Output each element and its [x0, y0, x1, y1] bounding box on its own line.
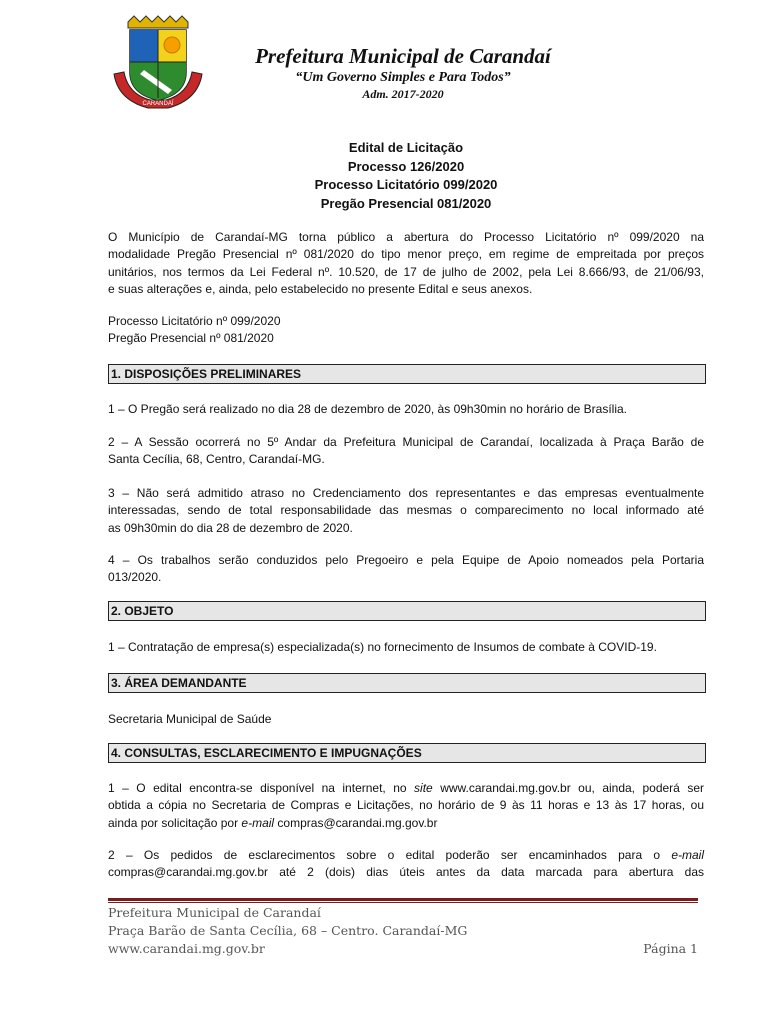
footer-divider-thin [108, 902, 698, 903]
text-line: 1 – Contratação de empresa(s) especializada(s) no fornecimento de Insumos de combate à COVID-19. [108, 640, 657, 654]
section-heading-disposicoes: 1. DISPOSIÇÕES PRELIMINARES [108, 364, 706, 384]
section-heading-objeto: 2. OBJETO [108, 601, 706, 621]
text-line: 2 – Os pedidos de esclarecimentos sobre o edital poderão ser encaminhados para o e-mail [108, 848, 704, 862]
text-line: 1 – O Pregão será realizado no dia 28 de dezembro de 2020, às 09h30min no horário de Brasília. [108, 402, 627, 416]
process-references [108, 313, 704, 348]
ref-pregao-presencial: Pregão Presencial nº 081/2020 [108, 331, 274, 346]
section-1-item-3 [108, 485, 704, 537]
footer-website: www.carandai.mg.gov.br [108, 941, 265, 956]
text-line: ainda por solicitação por e-mail compras@carandai.mg.gov.br [108, 815, 438, 830]
text-line: unitários, nos termos da Lei Federal nº. 10.520, de 17 de julho de 2002, pela Lei 8.666/93, de 21/06/93, [108, 264, 704, 279]
text-line: 013/2020. [108, 570, 162, 585]
section-1-item-2 [108, 434, 704, 469]
footer-address: Praça Barão de Santa Cecília, 68 – Centro. Carandaí-MG [108, 923, 468, 938]
section-2-item-1 [108, 639, 704, 656]
text-line: as 09h30min do dia 28 de dezembro de 2020. [108, 520, 353, 535]
ref-processo-licitatorio: Processo Licitatório nº 099/2020 [108, 314, 281, 328]
section-3-item-1 [108, 711, 704, 728]
section-heading-consultas: 4. CONSULTAS, ESCLARECIMENTO E IMPUGNAÇÕES [108, 743, 706, 763]
text-line: 1 – O edital encontra-se disponível na internet, no site www.carandai.mg.gov.br ou, ainda, poderá ser [108, 781, 704, 795]
footer-organization: Prefeitura Municipal de Carandaí [108, 905, 321, 920]
text-line: e suas alterações e, ainda, pelo estabelecido no presente Edital e seus anexos. [108, 281, 533, 296]
header-slogan: “Um Governo Simples e Para Todos” [295, 70, 511, 85]
text-line: Santa Cecília, 68, Centro, Carandaí-MG. [108, 452, 325, 467]
section-4-item-1 [108, 780, 704, 832]
section-4-item-2 [108, 847, 704, 882]
text-line: obtida a cópia no Secretaria de Compras e Licitações, no horário de 9 às 11 horas e 13 às 17 horas, ou [108, 798, 704, 813]
header-title: Prefeitura Municipal de Carandaí [255, 44, 551, 68]
section-1-item-1 [108, 401, 704, 418]
footer-divider [108, 898, 698, 901]
municipal-crest-logo [104, 12, 212, 112]
intro-paragraph [108, 229, 704, 298]
text-line: compras@carandai.mg.gov.br até 2 (dois) dias úteis antes da data marcada para abertura das [108, 865, 704, 880]
text-line: modalidade Pregão Presencial nº 081/2020 do tipo menor preço, em regime de empreitada por preços [108, 247, 704, 262]
title-processo-licitatorio: Processo Licitatório 099/2020 [314, 177, 498, 192]
text-line: interessadas, sendo de total responsabilidade das mesmas o comparecimento no local informado até [108, 503, 704, 518]
page-footer [108, 904, 698, 958]
text-line: 2 – A Sessão ocorrerá no 5º Andar da Prefeitura Municipal de Carandaí, localizada à Praça Barão de [108, 435, 704, 449]
title-processo: Processo 126/2020 [347, 158, 465, 174]
text-line: Secretaria Municipal de Saúde [108, 712, 272, 726]
header-administration: Adm. 2017-2020 [362, 87, 444, 101]
section-heading-area-demandante: 3. ÁREA DEMANDANTE [108, 673, 706, 693]
section-1-item-4 [108, 552, 704, 587]
page-number: Página 1 [643, 941, 698, 956]
text-line: 3 – Não será admitido atraso no Credenciamento dos representantes e das empresas eventualmente [108, 486, 704, 500]
title-pregao: Pregão Presencial 081/2020 [320, 195, 492, 211]
title-edital: Edital de Licitação [348, 140, 464, 155]
document-titles [108, 139, 704, 213]
text-line: O Município de Carandaí-MG torna público a abertura do Processo Licitatório nº 099/2020 na [108, 230, 704, 244]
text-line: 4 – Os trabalhos serão conduzidos pelo Pregoeiro e pela Equipe de Apoio nomeados pela Portaria [108, 553, 704, 567]
crest-banner-text: CARANDAÍ [142, 101, 174, 107]
